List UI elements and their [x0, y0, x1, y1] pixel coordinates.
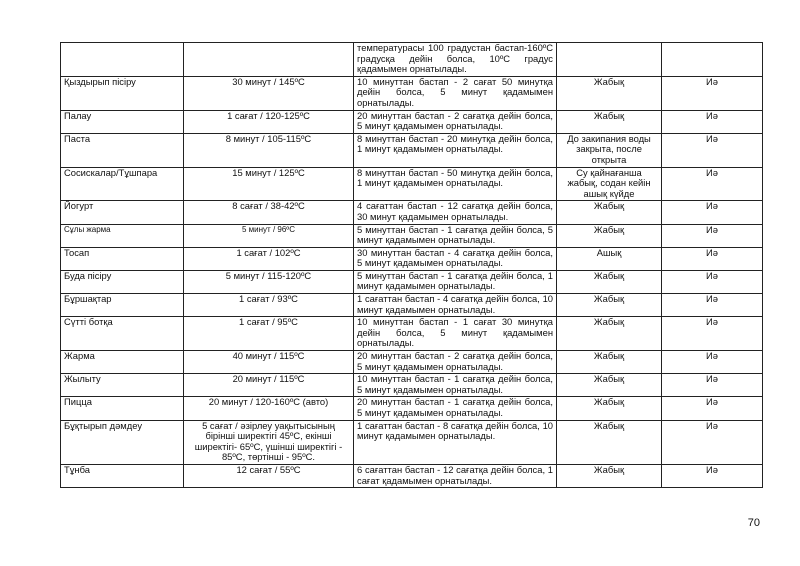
table-row [61, 133, 763, 167]
lid-position-cell: Жабық [557, 224, 662, 247]
table-row [61, 110, 763, 133]
auto-heat-cell [662, 43, 763, 77]
program-name-cell [61, 43, 184, 77]
time-setting-range-cell: температурасы 100 градустан бастап-160ºC градусқа дейін болса, 10ºC градус қадамымен орнатылады. [354, 43, 557, 77]
auto-heat-cell: Иә [662, 110, 763, 133]
auto-heat-cell: Иә [662, 374, 763, 397]
table-row [61, 351, 763, 374]
default-time-temp-cell [184, 43, 354, 77]
default-time-temp-cell: 12 сағат / 55ºC [184, 464, 354, 487]
program-name-cell: Жылыту [61, 374, 184, 397]
lid-position-cell: Су қайнағанша жабық, содан кейін ашық күйде [557, 167, 662, 201]
lid-position-cell: Ашық [557, 247, 662, 270]
lid-position-cell: Жабық [557, 110, 662, 133]
time-setting-range-cell: 1 сағаттан бастап - 4 сағатқа дейін болса, 10 минут қадамымен орнатылады. [354, 294, 557, 317]
lid-position-cell: Жабық [557, 76, 662, 110]
lid-position-cell: Жабық [557, 464, 662, 487]
table-row [61, 224, 763, 247]
time-setting-range-cell: 4 сағаттан бастап - 12 сағатқа дейін болса, 30 минут қадамымен орнатылады. [354, 201, 557, 224]
lid-position-cell: Жабық [557, 317, 662, 351]
default-time-temp-cell: 20 минут / 120-160ºC (авто) [184, 397, 354, 420]
time-setting-range-cell: 20 минуттан бастап - 2 сағатқа дейін болса, 5 минут қадамымен орнатылады. [354, 351, 557, 374]
table-row [61, 43, 763, 77]
auto-heat-cell: Иә [662, 294, 763, 317]
default-time-temp-cell: 1 сағат / 120-125ºC [184, 110, 354, 133]
time-setting-range-cell: 30 минуттан бастап - 4 сағатқа дейін болса, 5 минут қадамымен орнатылады. [354, 247, 557, 270]
program-name-cell: Бұқтырып дәмдеу [61, 420, 184, 464]
table-row [61, 76, 763, 110]
time-setting-range-cell: 8 минуттан бастап - 20 минутқа дейін болса, 1 минут қадамымен орнатылады. [354, 133, 557, 167]
program-name-cell: Сосискалар/Тұшпара [61, 167, 184, 201]
program-name-cell: Тосап [61, 247, 184, 270]
default-time-temp-cell: 8 сағат / 38-42ºC [184, 201, 354, 224]
table-body [61, 43, 763, 488]
lid-position-cell: Жабық [557, 351, 662, 374]
program-name-cell: Йогурт [61, 201, 184, 224]
page-number: 70 [747, 517, 760, 529]
auto-heat-cell: Иә [662, 317, 763, 351]
default-time-temp-cell: 15 минут / 125ºC [184, 167, 354, 201]
program-name-cell: Пицца [61, 397, 184, 420]
time-setting-range-cell: 8 минуттан бастап - 50 минутқа дейін болса, 1 минут қадамымен орнатылады. [354, 167, 557, 201]
default-time-temp-cell: 1 сағат / 102ºC [184, 247, 354, 270]
program-name-cell: Сұлы жарма [61, 224, 184, 247]
table-row [61, 420, 763, 464]
default-time-temp-cell: 1 сағат / 93ºC [184, 294, 354, 317]
auto-heat-cell: Иә [662, 420, 763, 464]
default-time-temp-cell: 30 минут / 145ºC [184, 76, 354, 110]
program-name-cell: Қыздырып пісіру [61, 76, 184, 110]
auto-heat-cell: Иә [662, 224, 763, 247]
table-row [61, 270, 763, 293]
default-time-temp-cell: 40 минут / 115ºC [184, 351, 354, 374]
time-setting-range-cell: 20 минуттан бастап - 2 сағатқа дейін болса, 5 минут қадамымен орнатылады. [354, 110, 557, 133]
time-setting-range-cell: 20 минуттан бастап - 1 сағатқа дейін болса, 5 минут қадамымен орнатылады. [354, 397, 557, 420]
time-setting-range-cell: 10 минуттан бастап - 1 сағат 30 минутқа дейін болса, 5 минут қадамымен орнатылады. [354, 317, 557, 351]
time-setting-range-cell: 5 минуттан бастап - 1 сағатқа дейін болса, 1 минут қадамымен орнатылады. [354, 270, 557, 293]
lid-position-cell: Жабық [557, 374, 662, 397]
lid-position-cell: До закипания воды закрыта, после открыта [557, 133, 662, 167]
time-setting-range-cell: 6 сағаттан бастап - 12 сағатқа дейін болса, 1 сағат қадамымен орнатылады. [354, 464, 557, 487]
auto-heat-cell: Иә [662, 351, 763, 374]
lid-position-cell: Жабық [557, 270, 662, 293]
auto-heat-cell: Иә [662, 270, 763, 293]
table-row [61, 167, 763, 201]
time-setting-range-cell: 10 минуттан бастап - 1 сағатқа дейін болса, 5 минут қадамымен орнатылады. [354, 374, 557, 397]
default-time-temp-cell: 8 минут / 105-115ºC [184, 133, 354, 167]
time-setting-range-cell: 1 сағаттан бастап - 8 сағатқа дейін болса, 10 минут қадамымен орнатылады. [354, 420, 557, 464]
table-row [61, 201, 763, 224]
program-name-cell: Паста [61, 133, 184, 167]
table-row [61, 464, 763, 487]
lid-position-cell: Жабық [557, 420, 662, 464]
program-name-cell: Бұршақтар [61, 294, 184, 317]
auto-heat-cell: Иә [662, 464, 763, 487]
time-setting-range-cell: 5 минуттан бастап - 1 сағатқа дейін болса, 5 минут қадамымен орнатылады. [354, 224, 557, 247]
program-name-cell: Палау [61, 110, 184, 133]
lid-position-cell [557, 43, 662, 77]
auto-heat-cell: Иә [662, 201, 763, 224]
time-setting-range-cell: 10 минуттан бастап - 2 сағат 50 минутқа дейін болса, 5 минут қадамымен орнатылады. [354, 76, 557, 110]
default-time-temp-cell: 1 сағат / 95ºC [184, 317, 354, 351]
cooking-programs-table [60, 42, 763, 488]
auto-heat-cell: Иә [662, 76, 763, 110]
lid-position-cell: Жабық [557, 201, 662, 224]
program-name-cell: Сүтті ботқа [61, 317, 184, 351]
default-time-temp-cell: 5 минут / 115-120ºC [184, 270, 354, 293]
auto-heat-cell: Иә [662, 133, 763, 167]
default-time-temp-cell: 5 сағат / әзірлеу уақытысының бірінші ширектігі 45ºC, екінші ширектігі- 65ºC, үшінші ширектігі - 85ºC, төртінші - 95ºC. [184, 420, 354, 464]
default-time-temp-cell: 5 минут / 96ºC [184, 224, 354, 247]
table-row [61, 247, 763, 270]
auto-heat-cell: Иә [662, 397, 763, 420]
lid-position-cell: Жабық [557, 397, 662, 420]
lid-position-cell: Жабық [557, 294, 662, 317]
default-time-temp-cell: 20 минут / 115ºC [184, 374, 354, 397]
auto-heat-cell: Иә [662, 247, 763, 270]
table-row [61, 397, 763, 420]
program-name-cell: Тұнба [61, 464, 184, 487]
table-row [61, 317, 763, 351]
program-name-cell: Жарма [61, 351, 184, 374]
table-row [61, 294, 763, 317]
auto-heat-cell: Иә [662, 167, 763, 201]
table-row [61, 374, 763, 397]
program-name-cell: Буда пісіру [61, 270, 184, 293]
